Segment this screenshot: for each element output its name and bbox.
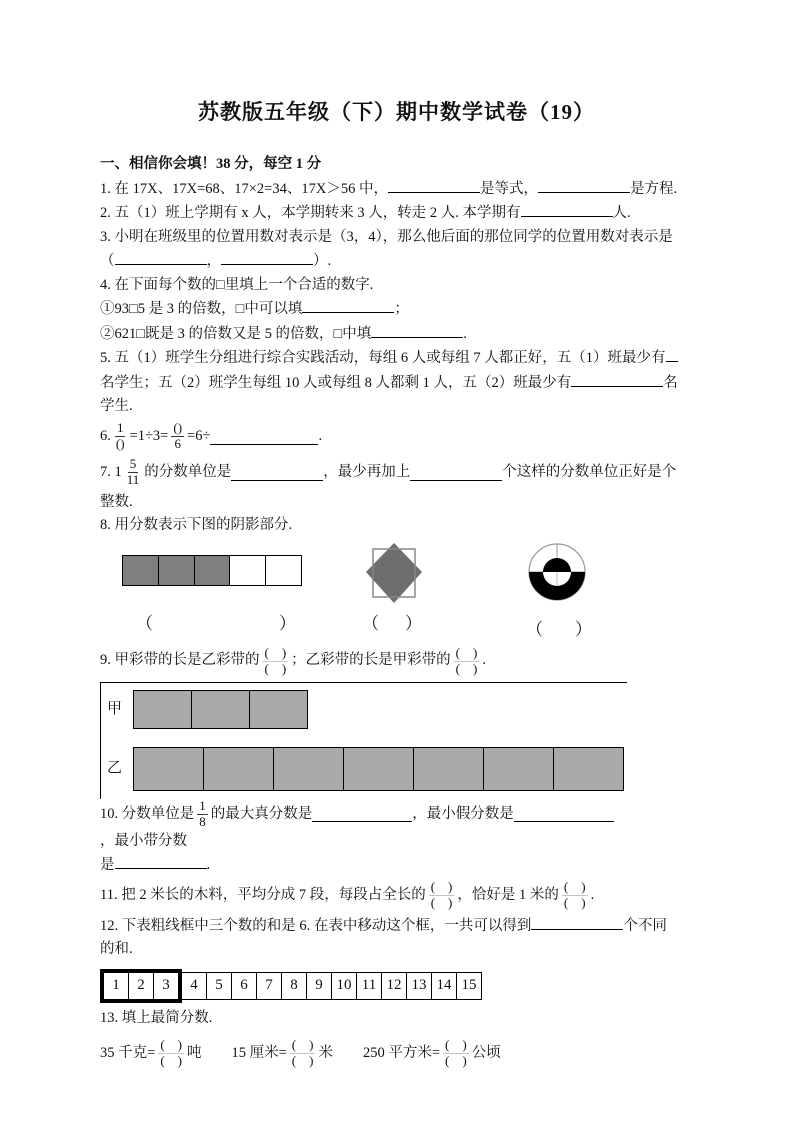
paren-close: ）: [575, 619, 592, 639]
q10-text-d: ，最小带分数: [100, 832, 187, 849]
fraction-denominator: ( ): [563, 895, 586, 911]
question-9: [100, 643, 697, 679]
fill-blank: [666, 346, 678, 362]
question-7-line1: [100, 455, 697, 491]
fill-blank: [521, 201, 613, 217]
q7-text-c: 个这样的分数单位正好是个: [502, 463, 677, 480]
ribbon-cell: [250, 691, 307, 728]
q7-text-b: ，最少再加上: [323, 463, 411, 480]
ribbon-label-yi: 乙: [107, 760, 123, 777]
ribbon-jia: [133, 690, 308, 729]
thick-frame: [100, 969, 182, 1003]
question-1: [100, 177, 697, 202]
q2-text-b: 人.: [612, 205, 631, 221]
q3-comma: ，: [206, 253, 221, 269]
conversion-item-cm: [231, 1038, 332, 1069]
fraction-denominator: ( ): [291, 1053, 314, 1069]
table-cell: 15: [456, 972, 482, 1000]
table-cell: 11: [356, 972, 382, 1000]
paren-open: （: [362, 613, 379, 633]
fill-blank: [115, 853, 207, 869]
fill-blank: [571, 371, 663, 387]
fraction-denominator: 6: [174, 436, 181, 451]
ribbon-cell: [134, 748, 204, 790]
paren-open: （: [526, 619, 543, 639]
question-5-line2: [100, 371, 697, 396]
fraction-denominator: ( ): [160, 1053, 182, 1069]
fraction-blank-over-6: [168, 421, 187, 452]
paren-close: ）: [405, 613, 422, 633]
q9-period: .: [482, 652, 486, 669]
fraction-numerator: 5: [129, 456, 137, 472]
paren-close: ）: [279, 613, 296, 633]
fraction-numerator: ( ): [455, 644, 478, 660]
ribbon-cell: [484, 748, 554, 790]
question-4-intro: 4. 在下面每个数的□里填上一个合适的数字.: [100, 276, 374, 293]
q12-text-b: 个不同: [623, 917, 667, 934]
fraction-1-over-8: [194, 799, 211, 830]
ribbon-cell: [134, 691, 192, 728]
q7-text-a: 的分数单位是: [144, 463, 232, 480]
q4-sub1-end: ；: [394, 301, 409, 317]
bar-cell: [266, 556, 301, 585]
fraction-numerator: ( ): [430, 879, 453, 895]
q11-text-a: 11. 把 2 米长的木料，平均分成 7 段，每段占全长的: [100, 887, 426, 904]
paren-fraction: [451, 646, 483, 677]
question-4-sub1: [100, 297, 697, 322]
fraction-denominator: ( ): [430, 895, 453, 911]
question-5-line1: [100, 346, 697, 371]
q1-text-b: 是等式，: [479, 180, 538, 197]
diamond-in-square-image: [364, 542, 422, 604]
paren-fraction: [426, 880, 458, 911]
q8-bar-figure: [122, 542, 310, 636]
fraction-denominator: (): [115, 436, 125, 451]
fill-blank: [538, 177, 630, 193]
question-10-line1: [100, 799, 697, 853]
q5-text-a: 5. 五（1）班学生分组进行综合实践活动，每组 6 人或每组 7 人都正好，五（1）班最少有: [100, 350, 666, 366]
table-cell: 7: [256, 972, 282, 1000]
table-cell: 10: [331, 972, 357, 1000]
fill-blank: [312, 806, 412, 822]
q10-text-a: 10. 分数单位是: [100, 805, 195, 822]
q5-text-c: 名: [663, 374, 678, 391]
fraction-denominator: ( ): [264, 660, 287, 676]
fraction-denominator: ( ): [445, 1053, 467, 1069]
question-12-line1: [100, 914, 697, 939]
table-cell: 5: [206, 972, 232, 1000]
q6-number: 6.: [100, 427, 111, 444]
q1-text-a: 1. 在 17X、17X=68、17×2=34、17X＞56 中，: [100, 180, 388, 197]
table-cell: 3: [153, 972, 179, 1000]
q9-text-a: 9. 甲彩带的长是乙彩带的: [100, 652, 260, 669]
q12-number-table: [100, 969, 697, 1003]
ribbon-cell: [414, 748, 484, 790]
q13-c-suf: 公顷: [471, 1045, 501, 1062]
table-cell: 12: [381, 972, 407, 1000]
question-3-line1: 3. 小明在班级里的位置用数对表示是（3，4），那么他后面的那位同学的位置用数对表示是: [100, 228, 673, 245]
table-cell: 4: [181, 972, 207, 1000]
q4-sub1-text: ①93□5 是 3 的倍数，□中可以填: [100, 301, 303, 317]
ribbon-cell: [554, 748, 623, 790]
fill-blank: [371, 322, 463, 338]
ribbon-label-jia: 甲: [107, 700, 123, 717]
fill-blank: [531, 914, 623, 930]
question-8-intro: 8. 用分数表示下图的阴影部分.: [100, 517, 293, 533]
fraction-numerator: (): [173, 420, 183, 436]
ribbon-cell: [192, 691, 250, 728]
fraction-numerator: ( ): [160, 1037, 182, 1053]
table-cell: 14: [431, 972, 457, 1000]
q9-ribbon-figure: [100, 682, 627, 799]
fill-blank: [210, 429, 318, 445]
question-13-intro: 13. 填上最简分数.: [100, 1009, 213, 1026]
paren-open: （: [136, 613, 153, 633]
q7-lead: 7. 1: [100, 463, 122, 480]
question-10-line2: [100, 853, 697, 878]
fraction-numerator: ( ): [563, 879, 586, 895]
worksheet-content: [0, 153, 793, 1069]
q3-paren-close: ）.: [313, 253, 332, 269]
ribbon-cell: [344, 748, 414, 790]
fraction-numerator: ( ): [291, 1037, 314, 1053]
circle-ring-image: [526, 542, 588, 604]
bar-cell-shaded: [159, 556, 195, 585]
q8-diamond-figure: [364, 542, 422, 636]
table-cell: 9: [306, 972, 332, 1000]
question-4-sub2: [100, 322, 697, 347]
ribbon-cell: [274, 748, 344, 790]
q4-sub2-end: .: [463, 325, 467, 342]
conversion-item-kg: [100, 1038, 201, 1069]
question-2: [100, 201, 697, 226]
bar-cell-shaded: [195, 556, 231, 585]
table-cell: 6: [231, 972, 257, 1000]
paren-caption: [122, 612, 310, 636]
fraction-numerator: ( ): [445, 1037, 467, 1053]
ribbon-yi: [133, 747, 624, 791]
question-5-line3: 学生.: [100, 398, 133, 414]
fill-blank: [115, 249, 207, 265]
section-heading: 一、相信你会填！38 分，每空 1 分: [100, 156, 322, 172]
fraction-1-over-blank: [111, 421, 130, 452]
question-3-line2: [100, 249, 697, 274]
q4-sub2-text: ②621□既是 3 的倍数又是 5 的倍数，□中填: [100, 325, 372, 342]
table-cell: 8: [281, 972, 307, 1000]
partition-bar: [122, 555, 302, 586]
q13-b-suf: 米: [318, 1045, 333, 1062]
paren-fraction: [260, 646, 292, 677]
table-cell: 1: [103, 972, 129, 1000]
question-7-line2: 整数.: [100, 493, 133, 510]
page-title: 苏教版五年级（下）期中数学试卷（19）: [198, 100, 595, 124]
fill-blank: [221, 249, 313, 265]
table-cell: 2: [128, 972, 154, 1000]
paren-caption: [362, 612, 422, 636]
q9-text-b: ；乙彩带的长是甲彩带的: [291, 652, 451, 669]
bar-cell: [230, 556, 266, 585]
fraction-denominator: 11: [126, 472, 140, 487]
q13-c-pre: 250 平方米=: [362, 1045, 441, 1062]
bar-cell-shaded: [123, 556, 159, 585]
q6-tail: =6÷: [187, 427, 211, 444]
fraction-numerator: 1: [199, 798, 206, 813]
q11-text-b: ，恰好是 1 米的: [457, 887, 559, 904]
q6-mid: =1÷3=: [129, 427, 169, 444]
q13-a-suf: 吨: [186, 1045, 202, 1062]
fraction-numerator: 1: [116, 420, 124, 436]
fill-blank: [388, 177, 480, 193]
paren-caption: [526, 618, 592, 642]
fraction-denominator: ( ): [455, 660, 478, 676]
table-cell: 13: [406, 972, 432, 1000]
conversion-item-sqm: [363, 1038, 501, 1069]
q3-paren-open: （: [100, 253, 115, 269]
q10-text-c: ，最小假分数是: [412, 805, 514, 822]
q8-figures: [122, 542, 697, 642]
fill-blank: [410, 465, 502, 481]
ribbon-cell: [204, 748, 274, 790]
q5-text-b: 名学生；五（2）班学生每组 10 人或每组 8 人都剩 1 人，五（2）班最少有: [100, 374, 572, 391]
question-13-conversions: [100, 1038, 697, 1069]
question-6: [100, 419, 697, 455]
fraction-denominator: 8: [199, 813, 206, 829]
q1-text-c: 是方程.: [629, 180, 678, 197]
paren-fraction: [155, 1038, 187, 1069]
paren-fraction: [287, 1038, 319, 1069]
q10-period: .: [206, 857, 211, 874]
fill-blank: [302, 297, 394, 313]
question-11: [100, 878, 697, 914]
q2-text-a: 2. 五（1）班上学期有 x 人，本学期转来 3 人，转走 2 人. 本学期有: [100, 205, 521, 221]
q13-b-pre: 15 厘米=: [231, 1045, 287, 1062]
q13-a-pre: 35 千克=: [100, 1045, 156, 1062]
q11-period: .: [590, 887, 595, 904]
q10-text-e: 是: [100, 857, 115, 874]
ribbon-row-jia: [107, 690, 627, 729]
fill-blank: [514, 806, 614, 822]
paren-fraction: [559, 880, 591, 911]
question-12-line2: 的和.: [100, 941, 133, 958]
q8-circle-figure: [526, 542, 592, 642]
q12-text-a: 12. 下表粗线框中三个数的和是 6. 在表中移动这个框，一共可以得到: [100, 917, 532, 934]
fraction-5-over-11: [122, 457, 145, 488]
q6-period: .: [318, 427, 323, 444]
fill-blank: [231, 465, 323, 481]
paren-fraction: [440, 1038, 472, 1069]
fraction-numerator: ( ): [264, 644, 287, 660]
ribbon-row-yi: [107, 747, 627, 791]
q10-text-b: 的最大真分数是: [210, 805, 313, 822]
